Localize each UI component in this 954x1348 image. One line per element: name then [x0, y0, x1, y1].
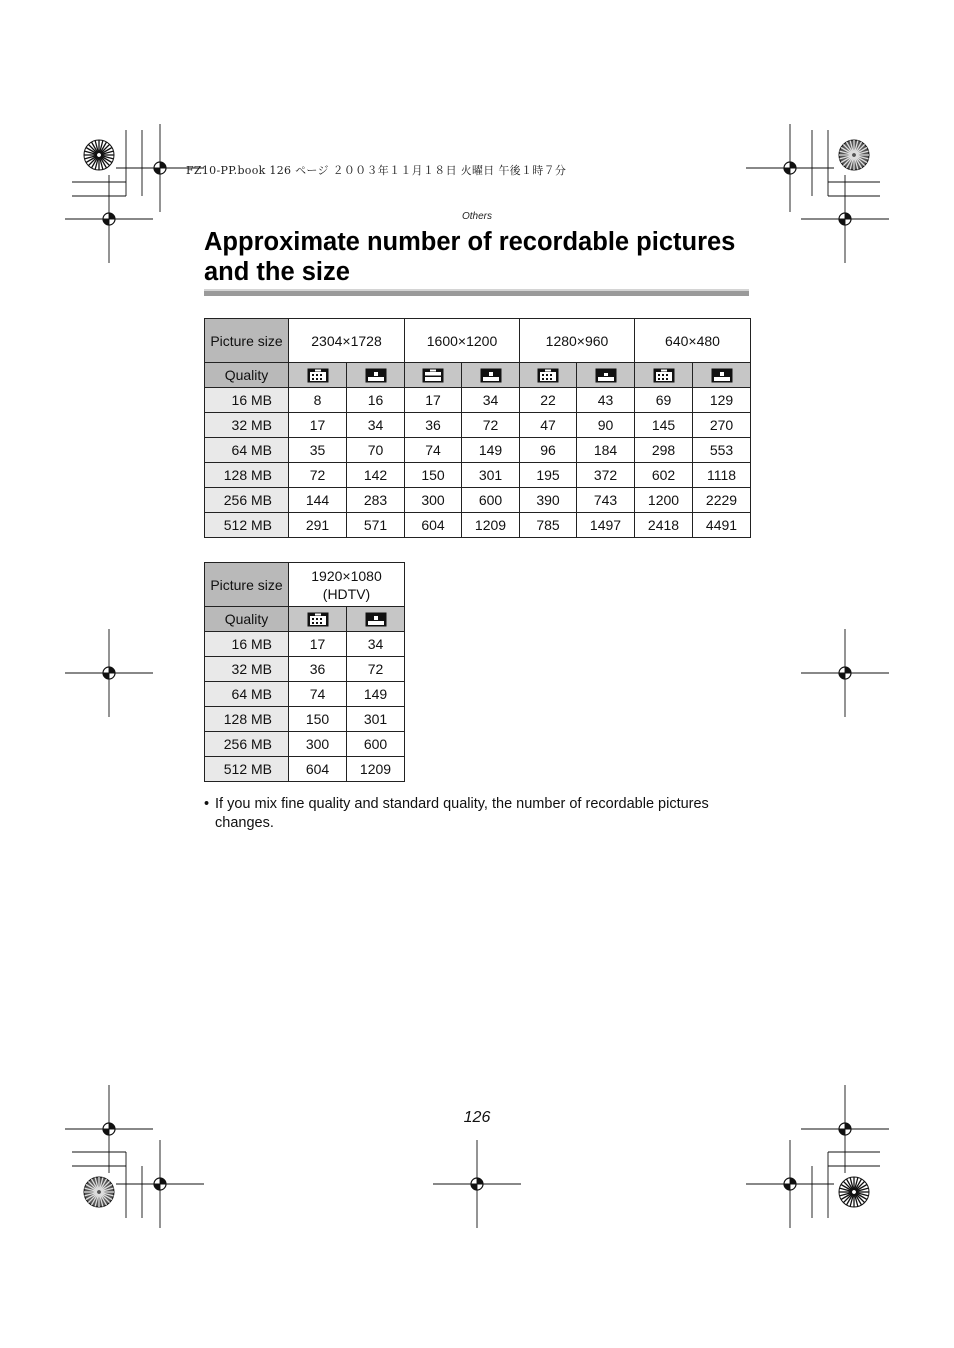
- picture-count-cell: 149: [462, 438, 520, 463]
- quality-cell: [577, 363, 635, 388]
- memory-size-cell: 32 MB: [205, 657, 289, 682]
- table-row: [205, 682, 405, 707]
- picture-count-cell: 291: [289, 513, 347, 538]
- picture-count-cell: 270: [693, 413, 751, 438]
- picture-count-cell: 16: [347, 388, 405, 413]
- picture-count-cell: 145: [635, 413, 693, 438]
- picture-count-cell: 69: [635, 388, 693, 413]
- print-slug: FZ10-PP.book 126 ページ ２００３年１１月１８日 火曜日 午後１時７分: [186, 164, 567, 177]
- fine-quality-icon: [422, 368, 444, 383]
- picture-count-cell: 184: [577, 438, 635, 463]
- starburst-target-icon: [84, 140, 114, 170]
- page-title-line-1: Approximate number of recordable pictures: [204, 228, 736, 256]
- picture-count-cell: 35: [289, 438, 347, 463]
- picture-count-cell: 90: [577, 413, 635, 438]
- memory-size-cell: 64 MB: [205, 438, 289, 463]
- memory-size-cell: 128 MB: [205, 707, 289, 732]
- table-row: [205, 413, 751, 438]
- picture-count-cell: 4491: [693, 513, 751, 538]
- picture-count-cell: 571: [347, 513, 405, 538]
- picture-count-cell: 34: [347, 413, 405, 438]
- table-row: [205, 632, 405, 657]
- memory-size-cell: 16 MB: [205, 388, 289, 413]
- quality-cell: [462, 363, 520, 388]
- picture-count-cell: 301: [462, 463, 520, 488]
- fine-quality-icon: [307, 368, 329, 383]
- picture-count-cell: 600: [347, 732, 405, 757]
- resolution-header: 1280×960: [520, 319, 635, 363]
- picture-count-cell: 72: [462, 413, 520, 438]
- starburst-target-icon: [839, 1177, 869, 1207]
- picture-count-cell: 300: [289, 732, 347, 757]
- picture-count-cell: 1118: [693, 463, 751, 488]
- recordable-pictures-table: [204, 318, 751, 538]
- fine-quality-icon: [537, 368, 559, 383]
- quality-cell: [520, 363, 577, 388]
- quality-cell: [693, 363, 751, 388]
- memory-size-cell: 128 MB: [205, 463, 289, 488]
- quality-cell: [405, 363, 462, 388]
- picture-count-cell: 129: [693, 388, 751, 413]
- quality-cell: [289, 363, 347, 388]
- picture-count-cell: 150: [289, 707, 347, 732]
- starburst-target-icon: [839, 140, 869, 170]
- quality-cell: [289, 607, 347, 632]
- picture-count-cell: 149: [347, 682, 405, 707]
- picture-count-cell: 34: [462, 388, 520, 413]
- footnote-text: If you mix fine quality and standard quality, the number of recordable pictures changes.: [215, 796, 709, 831]
- resolution-header: 640×480: [635, 319, 751, 363]
- picture-count-cell: 604: [289, 757, 347, 782]
- picture-count-cell: 2229: [693, 488, 751, 513]
- memory-size-cell: 32 MB: [205, 413, 289, 438]
- picture-count-cell: 43: [577, 388, 635, 413]
- picture-count-cell: 36: [405, 413, 462, 438]
- picture-count-cell: 142: [347, 463, 405, 488]
- standard-quality-icon: [595, 368, 617, 383]
- picture-count-cell: 1209: [347, 757, 405, 782]
- picture-count-cell: 301: [347, 707, 405, 732]
- resolution-header: 2304×1728: [289, 319, 405, 363]
- table-row: [205, 388, 751, 413]
- picture-count-cell: 1497: [577, 513, 635, 538]
- picture-size-header: Picture size: [205, 319, 289, 363]
- picture-count-cell: 195: [520, 463, 577, 488]
- quality-cell: [347, 363, 405, 388]
- table-row: [205, 757, 405, 782]
- picture-count-cell: 2418: [635, 513, 693, 538]
- picture-count-cell: 34: [347, 632, 405, 657]
- fine-quality-icon: [653, 368, 675, 383]
- table-row: [205, 657, 405, 682]
- picture-count-cell: 72: [289, 463, 347, 488]
- picture-count-cell: 96: [520, 438, 577, 463]
- memory-size-cell: 256 MB: [205, 732, 289, 757]
- table-row: [205, 463, 751, 488]
- picture-count-cell: 74: [405, 438, 462, 463]
- picture-count-cell: 785: [520, 513, 577, 538]
- picture-count-cell: 602: [635, 463, 693, 488]
- quality-header: Quality: [205, 363, 289, 388]
- picture-count-cell: 372: [577, 463, 635, 488]
- picture-count-cell: 604: [405, 513, 462, 538]
- starburst-target-icon: [84, 1177, 114, 1207]
- resolution-header: [289, 563, 405, 607]
- picture-count-cell: 22: [520, 388, 577, 413]
- picture-count-cell: 17: [289, 413, 347, 438]
- table-row: [205, 488, 751, 513]
- quality-cell: [635, 363, 693, 388]
- picture-count-cell: 1200: [635, 488, 693, 513]
- memory-size-cell: 64 MB: [205, 682, 289, 707]
- footnote: [204, 795, 744, 833]
- picture-count-cell: 17: [405, 388, 462, 413]
- picture-size-header: Picture size: [205, 563, 289, 607]
- memory-size-cell: 512 MB: [205, 757, 289, 782]
- picture-count-cell: 74: [289, 682, 347, 707]
- table-row: [205, 513, 751, 538]
- table-row: [205, 732, 405, 757]
- quality-cell: [347, 607, 405, 632]
- picture-count-cell: 36: [289, 657, 347, 682]
- title-underline: [204, 289, 749, 296]
- hdtv-recordable-pictures-table: [204, 562, 405, 782]
- picture-count-cell: 298: [635, 438, 693, 463]
- resolution-header-line-2: (HDTV): [322, 585, 371, 602]
- picture-count-cell: 144: [289, 488, 347, 513]
- resolution-header: 1600×1200: [405, 319, 520, 363]
- standard-quality-icon: [480, 368, 502, 383]
- picture-count-cell: 300: [405, 488, 462, 513]
- memory-size-cell: 512 MB: [205, 513, 289, 538]
- picture-count-cell: 600: [462, 488, 520, 513]
- picture-count-cell: 390: [520, 488, 577, 513]
- page-number: 126: [463, 1109, 491, 1126]
- picture-count-cell: 553: [693, 438, 751, 463]
- bullet: •: [204, 796, 210, 812]
- quality-header: Quality: [205, 607, 289, 632]
- resolution-header-line-1: 1920×1080: [311, 567, 382, 584]
- picture-count-cell: 283: [347, 488, 405, 513]
- standard-quality-icon: [365, 612, 387, 627]
- picture-count-cell: 150: [405, 463, 462, 488]
- picture-count-cell: 70: [347, 438, 405, 463]
- page-title-line-2: and the size: [204, 258, 350, 286]
- page-title: [204, 227, 764, 287]
- picture-count-cell: 8: [289, 388, 347, 413]
- standard-quality-icon: [365, 368, 387, 383]
- table-row: [205, 438, 751, 463]
- memory-size-cell: 256 MB: [205, 488, 289, 513]
- picture-count-cell: 1209: [462, 513, 520, 538]
- picture-count-cell: 72: [347, 657, 405, 682]
- section-label: Others: [461, 211, 492, 222]
- fine-quality-icon: [307, 612, 329, 627]
- table-row: [205, 707, 405, 732]
- picture-count-cell: 47: [520, 413, 577, 438]
- standard-quality-icon: [711, 368, 733, 383]
- picture-count-cell: 743: [577, 488, 635, 513]
- picture-count-cell: 17: [289, 632, 347, 657]
- memory-size-cell: 16 MB: [205, 632, 289, 657]
